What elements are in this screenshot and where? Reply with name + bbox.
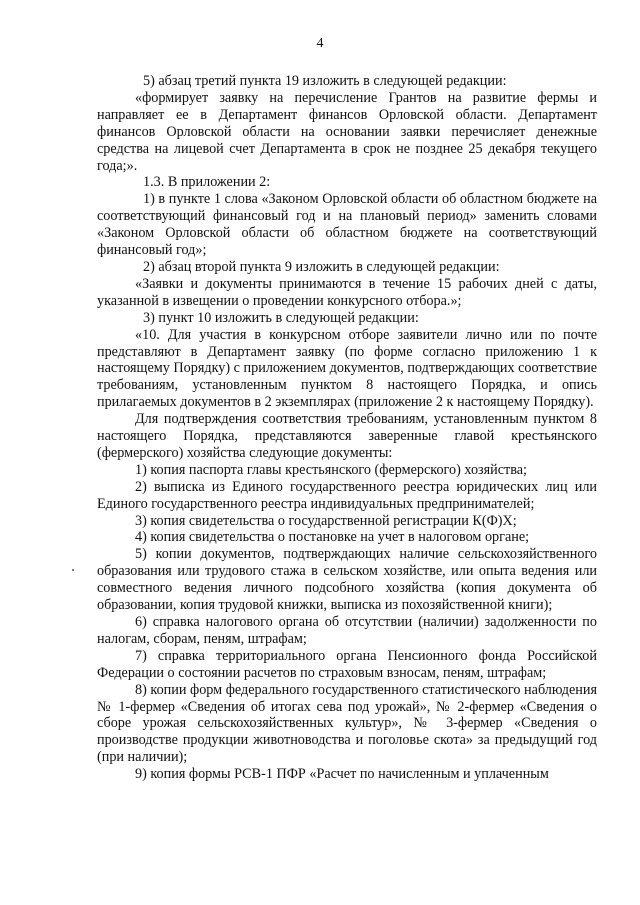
paragraph-16: 7) справка территориального органа Пенсионного фонда Российской Федерации о состоянии расчетов по страховым взносам, пеням, штрафам; [97,647,597,681]
paragraph-14: 5) копии документов, подтверждающих наличие сельскохозяйственного образования или трудового стажа в сельском хозяйстве, или опыта ведения или совместного ведения личного подсобного хозяйства (копия документа об образовании, копия трудовой книжки, выписка из похозяйственной книги); [97,546,597,614]
paragraph-7: 3) пункт 10 изложить в следующей редакции: [143,309,419,326]
paragraph-5: 2) абзац второй пункта 9 изложить в следующей редакции: [143,258,500,275]
paragraph-1: 5) абзац третий пункта 19 изложить в следующей редакции: [143,73,507,89]
paragraph-15: 6) справка налогового органа об отсутствии (наличии) задолженности по налогам, сборам, пеням, штрафам; [97,614,597,647]
paragraph-2: «формирует заявку на перечисление Грантов на развитие фермы и направляет ее в Департамент финансов Орловской области. Департамент финансов Орловской области на основании заявки перечисляет денежные средства на лицевой счет Департамента в срок не позднее 25 декабря текущего года;». [97,89,597,174]
paragraph-10: 1) копия паспорта главы крестьянского (фермерского) хозяйства; [135,461,528,478]
paragraph-11: 2) выписка из Единого государственного реестра юридических лиц или Единого государственного реестра индивидуальных предпринимателей; [97,478,597,512]
paragraph-17: 8) копии форм федерального государственного статистического наблюдения № 1-фермер «Сведения об итогах сева под урожай», № 2-фермер «Сведения о сборе урожая сельскохозяйственных культур», № 3-фермер «Сведения о производстве продукции животноводства и поголовье скота» за предыдущий год (при наличии); [97,681,597,766]
paragraph-18: 9) копия формы РСВ-1 ПФР «Расчет по начисленным и уплаченным [135,766,549,783]
paragraph-9: Для подтверждения соответствия требованиям, установленным пунктом 8 настоящего Порядка, представляются заверенные главой крестьянского (фермерского) хозяйства следующие документы: [97,411,597,461]
document-body [97,73,597,783]
paragraph-12: 3) копия свидетельства о государственной регистрации К(Ф)Х; [135,512,517,529]
paragraph-6: «Заявки и документы принимаются в течение 15 рабочих дней с даты, указанной в извещении о проведении конкурсного отбора.»; [97,275,597,309]
paragraph-8: «10. Для участия в конкурсном отборе заявители лично или по почте представляют в Департамент заявку (по форме согласно приложению 1 к настоящему Порядку) с приложением документов, подтверждающих соответствие требованиям, установленным пунктом 8 настоящего Порядка, и опись прилагаемых документов в 2 экземплярах (приложение 2 к настоящему Порядку). [97,326,597,411]
page-number: 4 [316,36,324,51]
paragraph-13: 4) копия свидетельства о постановке на учет в налоговом органе; [135,529,530,546]
paragraph-4: 1) в пункте 1 слова «Законом Орловской области об областном бюджете на соответствующий финансовый год и на плановый период» заменить словами «Законом Орловской области об областном бюджете на соответствующий финансовый год»; [97,191,597,259]
scan-speck [72,569,74,571]
paragraph-3: 1.3. В приложении 2: [143,174,271,191]
